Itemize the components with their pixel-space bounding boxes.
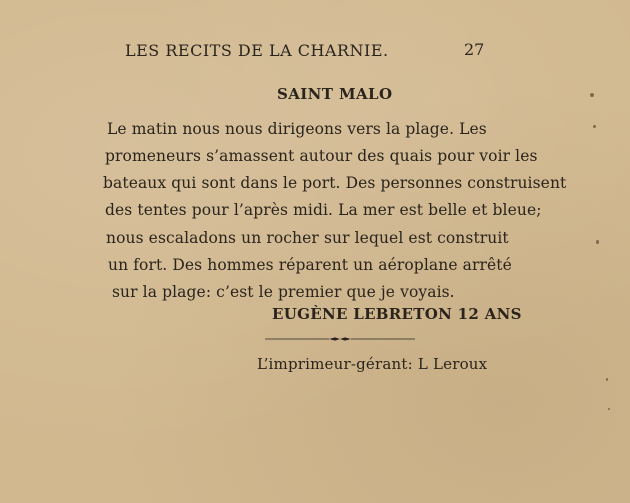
body-line: sur la plage: c’est le premier que je voyais. [112,283,455,301]
printer-imprint: L’imprimeur-gérant: L Leroux [257,355,488,373]
running-header: LES RECITS DE LA CHARNIE. [125,41,389,60]
author-signature: EUGÈNE LEBRETON 12 ANS [272,305,522,323]
article-title: SAINT MALO [277,85,393,103]
paper-stain [596,240,599,244]
body-line: bateaux qui sont dans le port. Des personnes construisent [103,174,567,192]
paper-stain [606,378,608,381]
body-line: Le matin nous nous dirigeons vers la plage. Les [107,120,487,138]
ornamental-divider [265,337,415,341]
paper-stain [593,125,596,128]
body-line: des tentes pour l’après midi. La mer est belle et bleue; [105,201,542,219]
body-line: promeneurs s’amassent autour des quais pour voir les [105,147,538,165]
paper-stain [590,93,594,97]
body-line: un fort. Des hommes réparent un aéroplane arrêté [108,256,512,274]
page-number: 27 [464,40,485,59]
paper-stain [608,408,610,410]
body-line: nous escaladons un rocher sur lequel est construit [106,229,509,247]
